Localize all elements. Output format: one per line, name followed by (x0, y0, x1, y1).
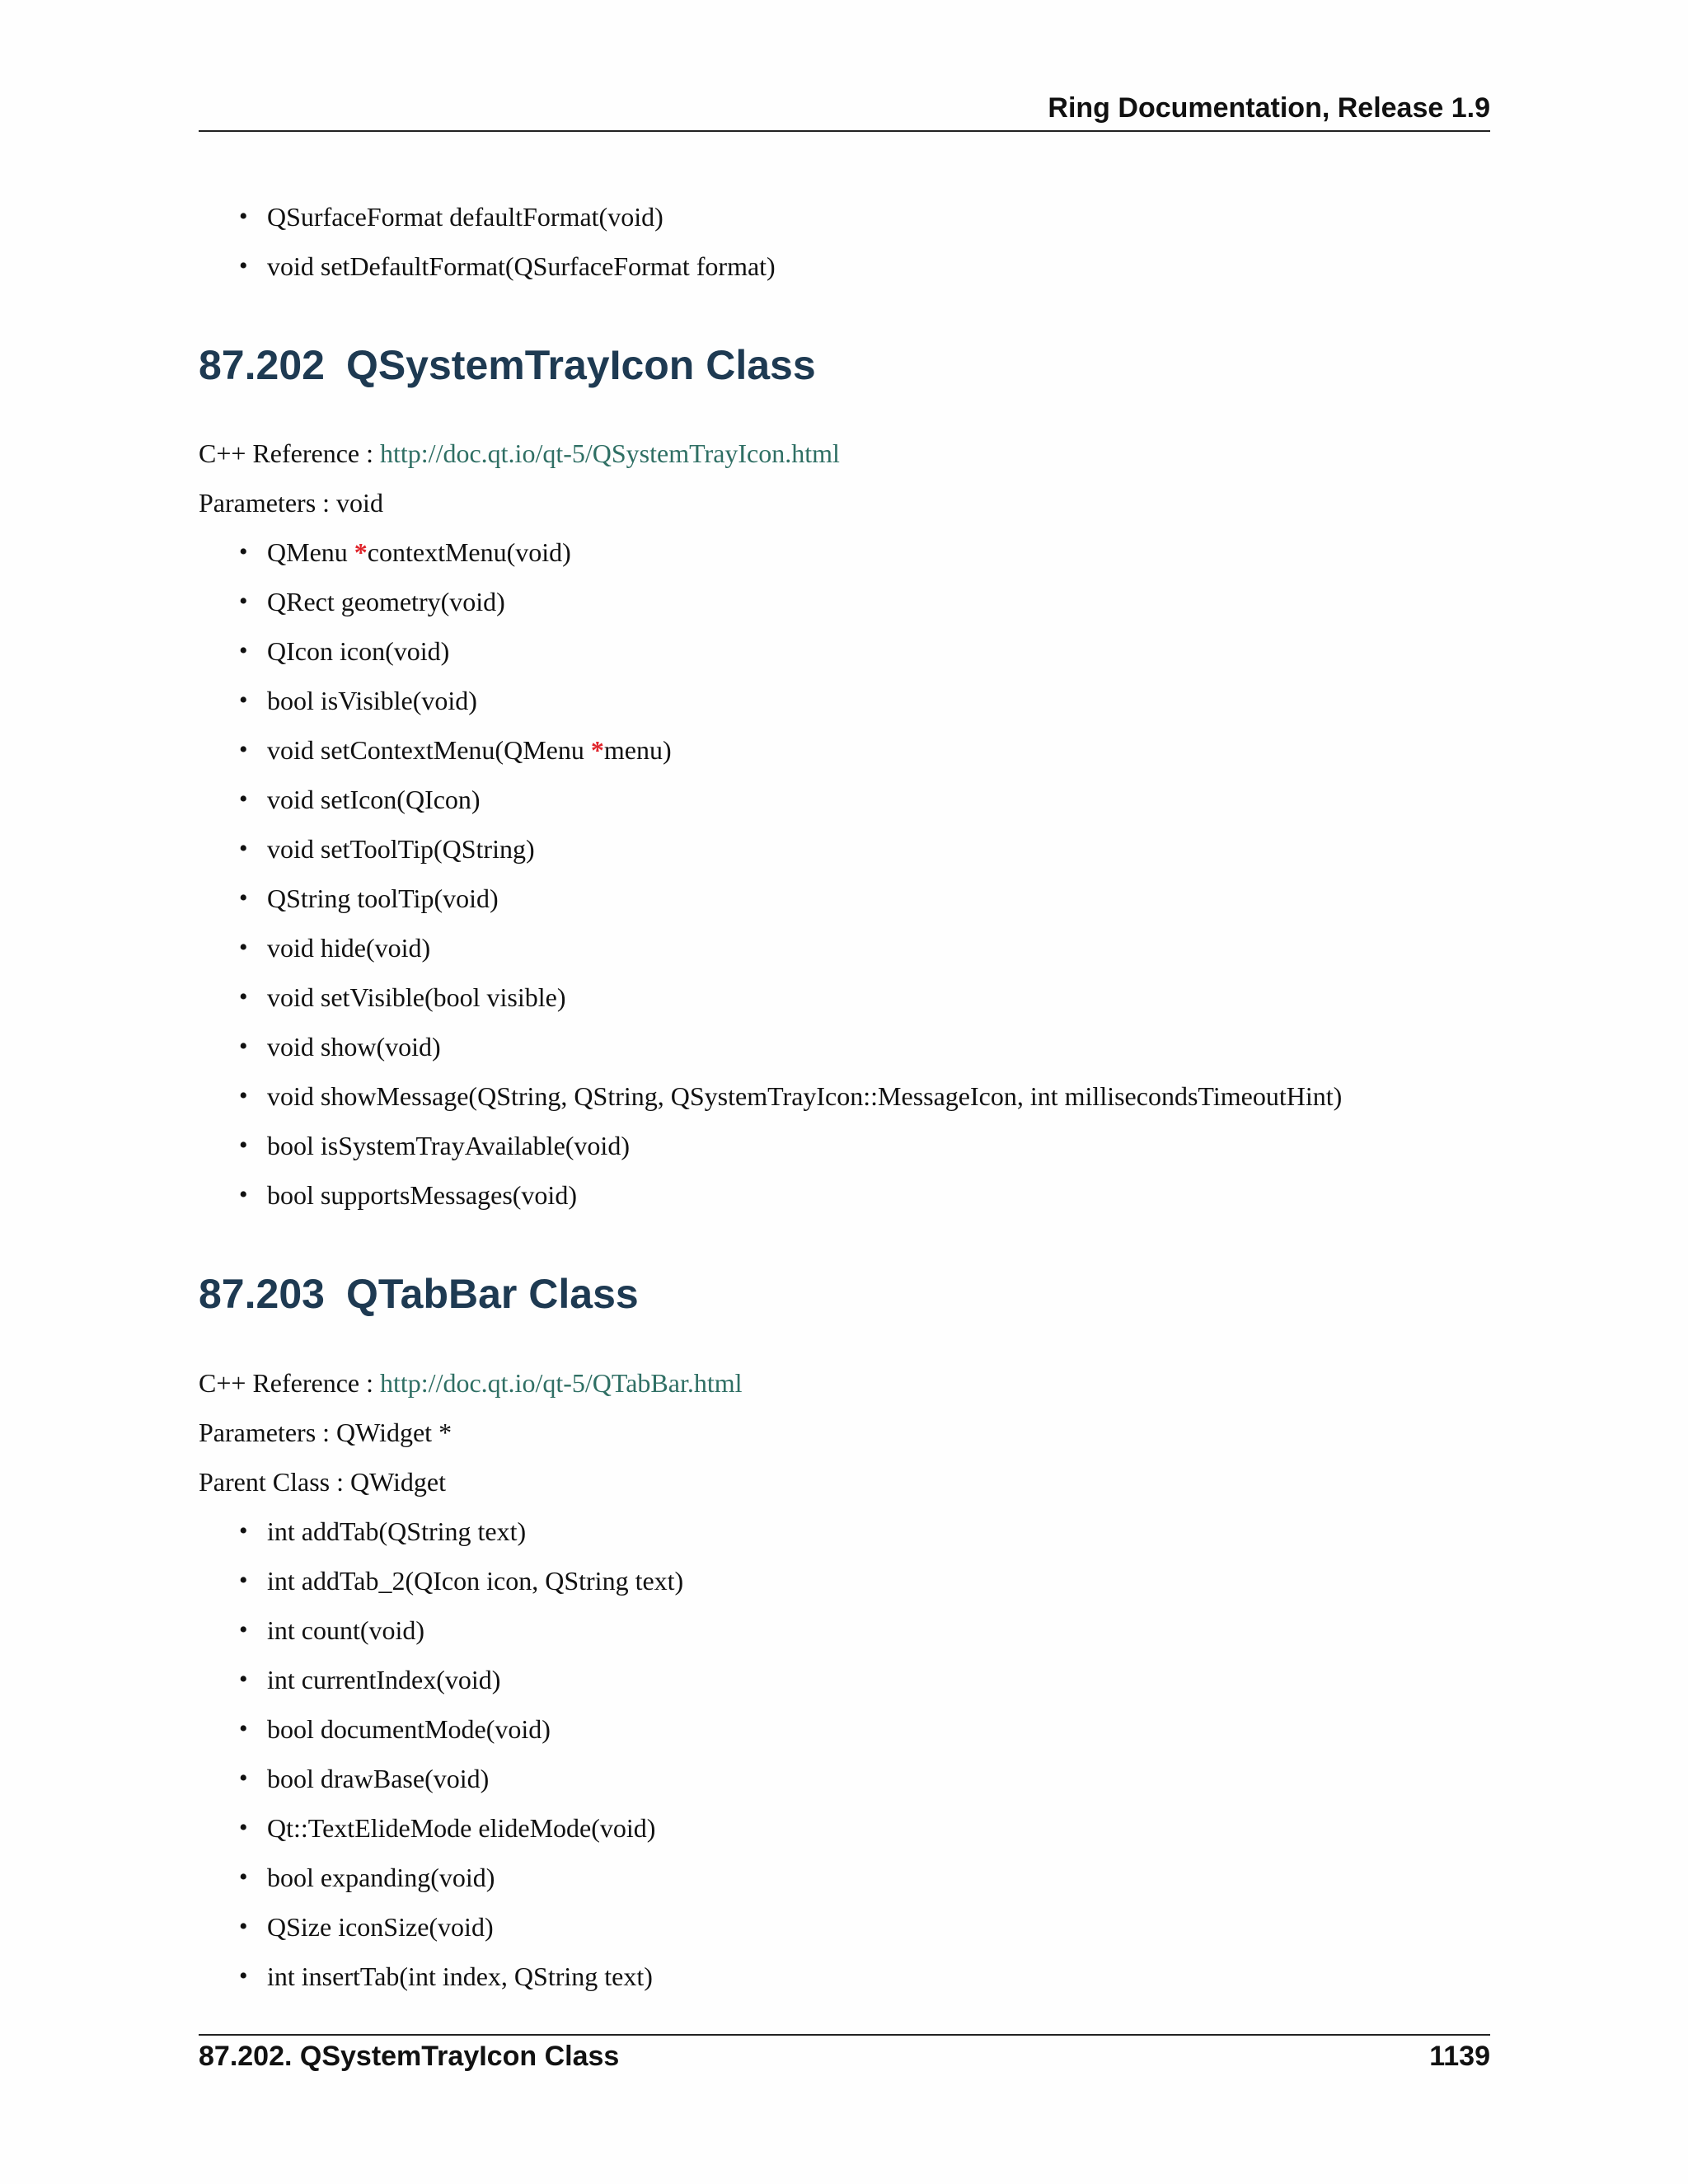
bullet-icon: • (239, 1082, 248, 1109)
bullet-icon: • (239, 1616, 248, 1643)
reference-link[interactable]: http://doc.qt.io/qt-5/QTabBar.html (380, 1368, 743, 1398)
bullet-icon: • (239, 1567, 248, 1594)
list-item: • void setIcon(QIcon) (239, 775, 1475, 824)
list-item: • QMenu *contextMenu(void) (239, 527, 1475, 577)
list-item: • QString toolTip(void) (239, 874, 1475, 923)
parameters-line: Parameters : void (199, 488, 383, 518)
running-header: Ring Documentation, Release 1.9 (1048, 92, 1490, 124)
intro-list (239, 192, 1475, 291)
header-divider (199, 130, 1490, 132)
list-item: • int insertTab(int index, QString text) (239, 1952, 1475, 2001)
list-item: • QSize iconSize(void) (239, 1902, 1475, 1952)
list-item: • Qt::TextElideMode elideMode(void) (239, 1803, 1475, 1853)
list-item: • void show(void) (239, 1022, 1475, 1071)
parent-class-line: Parent Class : QWidget (199, 1467, 446, 1497)
list-item: • QIcon icon(void) (239, 626, 1475, 676)
bullet-icon: • (239, 1666, 248, 1693)
bullet-icon: • (239, 1181, 248, 1208)
section-title: QSystemTrayIcon Class (345, 342, 816, 388)
list-item: • bool documentMode(void) (239, 1704, 1475, 1754)
bullet-icon: • (239, 884, 248, 912)
bullet-icon: • (239, 1913, 248, 1940)
method-list-qtabbar (239, 1507, 1475, 2001)
section-heading-qsystemtrayicon (199, 341, 816, 389)
bullet-icon: • (239, 983, 248, 1010)
bullet-icon: • (239, 1715, 248, 1742)
bullet-icon: • (239, 1132, 248, 1159)
bullet-icon: • (239, 252, 248, 279)
bullet-icon: • (239, 1033, 248, 1060)
list-item: • QSurfaceFormat defaultFormat(void) (239, 192, 1475, 241)
bullet-icon: • (239, 203, 248, 230)
cpp-reference-line (199, 1362, 743, 1404)
footer-divider (199, 2034, 1490, 2036)
list-item: • int addTab_2(QIcon icon, QString text) (239, 1556, 1475, 1605)
page-number: 1139 (1429, 2041, 1490, 2072)
cpp-reference-line (199, 433, 840, 474)
list-item: • void setVisible(bool visible) (239, 972, 1475, 1022)
bullet-icon: • (239, 637, 248, 664)
list-item: • void setToolTip(QString) (239, 824, 1475, 874)
bullet-icon: • (239, 687, 248, 714)
list-item: • bool expanding(void) (239, 1853, 1475, 1902)
bullet-icon: • (239, 785, 248, 813)
list-item: • void setDefaultFormat(QSurfaceFormat format) (239, 241, 1475, 291)
list-item: • int currentIndex(void) (239, 1655, 1475, 1704)
section-number: 87.202 (199, 342, 325, 388)
list-item: • bool isSystemTrayAvailable(void) (239, 1121, 1475, 1170)
reference-link[interactable]: http://doc.qt.io/qt-5/QSystemTrayIcon.html (380, 438, 840, 468)
bullet-icon: • (239, 538, 248, 565)
section-title: QTabBar Class (345, 1271, 639, 1317)
list-item: • bool drawBase(void) (239, 1754, 1475, 1803)
bullet-icon: • (239, 1765, 248, 1792)
method-list-qsystemtrayicon (239, 527, 1475, 1220)
bullet-icon: • (239, 1517, 248, 1544)
bullet-icon: • (239, 736, 248, 763)
bullet-icon: • (239, 1863, 248, 1891)
bullet-icon: • (239, 934, 248, 961)
parameters-line: Parameters : QWidget * (199, 1418, 452, 1447)
section-heading-qtabbar (199, 1270, 639, 1318)
list-item: • int count(void) (239, 1605, 1475, 1655)
reference-label: C++ Reference : (199, 438, 380, 468)
list-item: • void showMessage(QString, QString, QSystemTrayIcon::MessageIcon, int millisecondsTimeoutHint) (239, 1071, 1475, 1121)
bullet-icon: • (239, 1814, 248, 1841)
bullet-icon: • (239, 1962, 248, 1990)
reference-label: C++ Reference : (199, 1368, 380, 1398)
footer-section-title: 87.202. QSystemTrayIcon Class (199, 2041, 620, 2072)
list-item: • void hide(void) (239, 923, 1475, 972)
bullet-icon: • (239, 835, 248, 862)
list-item: • bool isVisible(void) (239, 676, 1475, 725)
list-item: • int addTab(QString text) (239, 1507, 1475, 1556)
section-number: 87.203 (199, 1271, 325, 1317)
list-item: • bool supportsMessages(void) (239, 1170, 1475, 1220)
bullet-icon: • (239, 588, 248, 615)
list-item: • QRect geometry(void) (239, 577, 1475, 626)
list-item: • void setContextMenu(QMenu *menu) (239, 725, 1475, 775)
